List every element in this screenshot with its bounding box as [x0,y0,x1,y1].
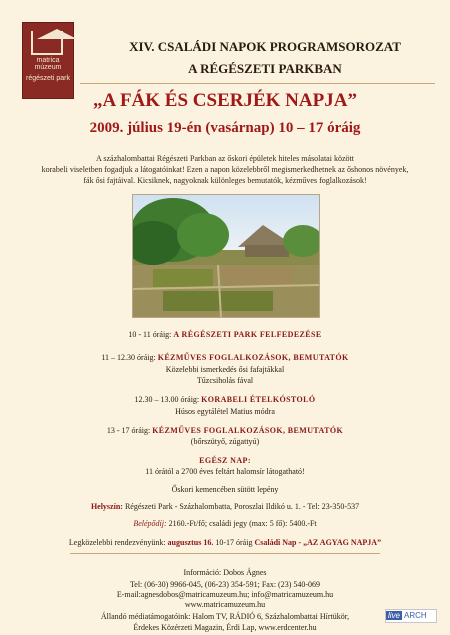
tickets [0,519,450,528]
all-day-line: Őskori kemencében sütött lepény [171,485,279,494]
logo-live: live [388,611,401,620]
next-event [0,538,450,547]
all-day-line: 11 órától a 2700 éves feltárt halomsír látogatható! [145,467,305,476]
program-title: A RÉGÉSZETI PARK FELFEDEZÉSE [173,330,322,339]
divider [80,83,435,84]
logo-text-bottom: régészeti park [26,75,70,82]
program-sub: (bőrszütyő, zúgattyú) [190,437,260,446]
series-subtitle: A RÉGÉSZETI PARKBAN [188,61,342,76]
livearch-logo [385,609,437,623]
program-time: 11 – 12.30 óráig: [101,353,156,362]
program-time: 10 - 11 óráig: [128,330,172,339]
contact-website[interactable]: www.matricamuzeum.hu [184,600,266,609]
event-date: 2009. július 19-én (vasárnap) 10 – 17 óráig [89,120,361,136]
location-value: Régészeti Park - Százhalombatta, Poroszlai Ildikó u. 1. - Tel: 23-350-537 [124,502,360,511]
event-title: „A FÁK ÉS CSERJÉK NAPJA” [93,90,357,111]
program-item-2 [0,353,450,362]
series-title: XIV. CSALÁDI NAPOK PROGRAMSOROZAT [129,39,401,54]
program-item-3 [0,395,450,404]
intro-text [40,153,410,186]
park-photo-illustration [133,195,319,317]
next-event-date: augusztus 16. [167,538,214,547]
divider [70,553,380,554]
program-sub: Tűzcsiholás fával [196,376,254,385]
logo-arch: ARCH [404,611,427,620]
program-title: KORABELI ÉTELKÓSTOLÓ [201,395,316,404]
location [0,502,450,511]
contact-email[interactable]: E-mail:agnesdobos@matricamuzeum.hu; info@matricamuzeum.hu [116,590,334,599]
intro-line: korabeli viseletben fogadjuk a látogatóinkat! Ezen a napon közelebbről megismerkedhetnek az őshonos növények, [41,165,409,174]
park-photo [132,194,320,318]
logo-text-top: matrica múzeum [34,57,62,71]
house-icon [31,31,63,55]
museum-logo [22,22,74,99]
all-day-label: EGÉSZ NAP: [199,456,251,465]
intro-line: fák ősi fajtáival. Kicsiknek, nagyoknak különleges bemutatók, kézműves foglalkozások! [83,176,367,185]
media-sponsors: Érdekes Közérzeti Magazin, Érdi Lap, www.erdcenter.hu [133,623,317,632]
program-sub: Húsos egytálétel Matius módra [175,407,275,416]
intro-line: A százhalombattai Régészeti Parkban az őskori épületek hiteles másolatai között [96,154,354,163]
program-time: 12.30 – 13.00 óráig: [134,395,200,404]
next-event-name: Családi Nap - „AZ AGYAG NAPJA” [254,538,382,547]
media-sponsors: Állandó médiatámogatóink: Halom TV, RÁDIÓ 6, Százhalombattai Hírtükör, [100,612,350,621]
contact-info: Információ: Dobos Ágnes [183,568,267,577]
next-event-time: 10-17 óráig [215,538,253,547]
program-title: KÉZMŰVES FOGLALKOZÁSOK, BEMUTATÓK [157,353,349,362]
program-title: KÉZMŰVES FOGLALKOZÁSOK, BEMUTATÓK [152,426,344,435]
program-item-4 [0,426,450,435]
program-time: 13 - 17 óráig: [106,426,151,435]
tickets-value: 2160.-Ft/fő; családi jegy (max: 5 fő): 5400.-Ft [168,519,317,528]
tickets-label: Belépődíj: [133,519,167,528]
program-sub: Közelebbi ismerkedés ősi fafajtákkal [165,365,285,374]
next-event-prefix: Legközelebbi rendezvényünk: [68,538,166,547]
location-label: Helyszín: [90,502,123,511]
contact-phone: Tel: (06-30) 9966-045, (06-23) 354-591; Fax: (23) 540-069 [129,580,321,589]
program-item-1 [0,330,450,339]
